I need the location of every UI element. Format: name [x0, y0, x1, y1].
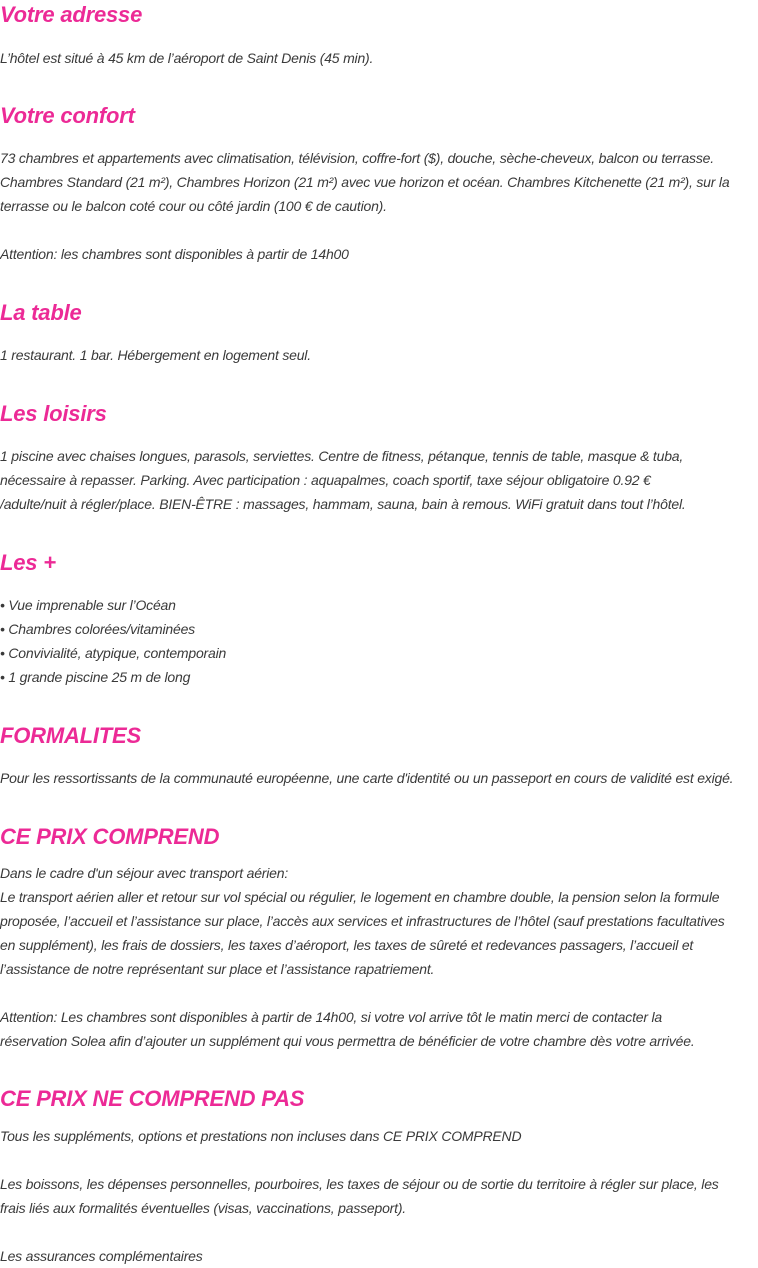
text-line: proposée, l’accueil et l’assistance sur place, l’accès aux services et infrastructures de l’hôtel (sauf prestations facultatives — [0, 913, 725, 929]
text-line: frais liés aux formalités éventuelles (visas, vaccinations, passeport). — [0, 1200, 406, 1216]
section-note-comprend — [0, 1005, 758, 1053]
list-item: • Convivialité, atypique, contemporain — [0, 645, 227, 661]
section-note-confort — [0, 242, 758, 266]
section-body-ne-comprend-pas-3 — [0, 1244, 758, 1268]
section-title-plus: Les + — [0, 550, 56, 575]
text-line: Attention: les chambres sont disponibles à partir de 14h00 — [0, 246, 349, 262]
text-line: Dans le cadre d'un séjour avec transport aérien: — [0, 865, 289, 881]
list-item: • Chambres colorées/vitaminées — [0, 621, 195, 637]
section-title-table: La table — [0, 300, 82, 325]
text-line: Attention: Les chambres sont disponibles à partir de 14h00, si votre vol arrive tôt le matin merci de contacter la — [0, 1009, 662, 1025]
section-body-plus — [0, 593, 758, 689]
section-title-ne-comprend-pas: CE PRIX NE COMPREND PAS — [0, 1086, 305, 1111]
text-line: Pour les ressortissants de la communauté européenne, une carte d'identité ou un passeport en cours de validité est exigé. — [0, 770, 734, 786]
section-body-comprend — [0, 861, 758, 981]
text-line: Les boissons, les dépenses personnelles, pourboires, les taxes de séjour ou de sortie du territoire à régler sur place, les — [0, 1176, 719, 1192]
text-line: Tous les suppléments, options et prestations non incluses dans CE PRIX COMPREND — [0, 1128, 522, 1144]
text-line: nécessaire à repasser. Parking. Avec participation : aquapalmes, coach sportif, taxe séjour obligatoire 0.92 € — [0, 472, 651, 488]
text-line: Les assurances complémentaires — [0, 1248, 203, 1264]
text-line: 1 piscine avec chaises longues, parasols, serviettes. Centre de fitness, pétanque, tennis de table, masque & tuba, — [0, 448, 684, 464]
list-item: • 1 grande piscine 25 m de long — [0, 669, 191, 685]
section-title-formalites: FORMALITES — [0, 723, 141, 748]
text-line: Le transport aérien aller et retour sur vol spécial ou régulier, le logement en chambre double, la pension selon la formule — [0, 889, 720, 905]
section-title-loisirs: Les loisirs — [0, 401, 107, 426]
text-line: l’assistance de notre représentant sur place et l’assistance rapatriement. — [0, 961, 435, 977]
section-body-adresse — [0, 46, 758, 70]
section-title-adresse: Votre adresse — [0, 2, 143, 27]
text-line: en supplément), les frais de dossiers, les taxes d’aéroport, les taxes de sûreté et redevances passagers, l’accueil et — [0, 937, 694, 953]
text-line: 1 restaurant. 1 bar. Hébergement en logement seul. — [0, 347, 311, 363]
list-item: • Vue imprenable sur l’Océan — [0, 597, 176, 613]
text-line: /adulte/nuit à régler/place. BIEN-ÊTRE : massages, hammam, sauna, bain à remous. WiFi gratuit dans tout l’hôtel. — [0, 496, 686, 512]
section-body-loisirs — [0, 444, 758, 516]
section-title-confort: Votre confort — [0, 103, 135, 128]
section-body-confort — [0, 146, 758, 218]
text-line: L’hôtel est situé à 45 km de l’aéroport de Saint Denis (45 min). — [0, 50, 374, 66]
section-body-ne-comprend-pas-1 — [0, 1124, 758, 1148]
section-title-comprend: CE PRIX COMPREND — [0, 824, 220, 849]
text-line: Chambres Standard (21 m²), Chambres Horizon (21 m²) avec vue horizon et océan. Chambres Kitchenette (21 m²), sur la — [0, 174, 730, 190]
section-body-ne-comprend-pas-2 — [0, 1172, 758, 1220]
text-line: réservation Solea afin d’ajouter un supplément qui vous permettra de bénéficier de votre chambre dès votre arrivée. — [0, 1033, 695, 1049]
text-line: terrasse ou le balcon coté cour ou côté jardin (100 € de caution). — [0, 198, 387, 214]
section-body-formalites — [0, 766, 758, 790]
section-body-table — [0, 343, 758, 367]
text-line: 73 chambres et appartements avec climatisation, télévision, coffre-fort ($), douche, sèche-cheveux, balcon ou terrasse. — [0, 150, 714, 166]
